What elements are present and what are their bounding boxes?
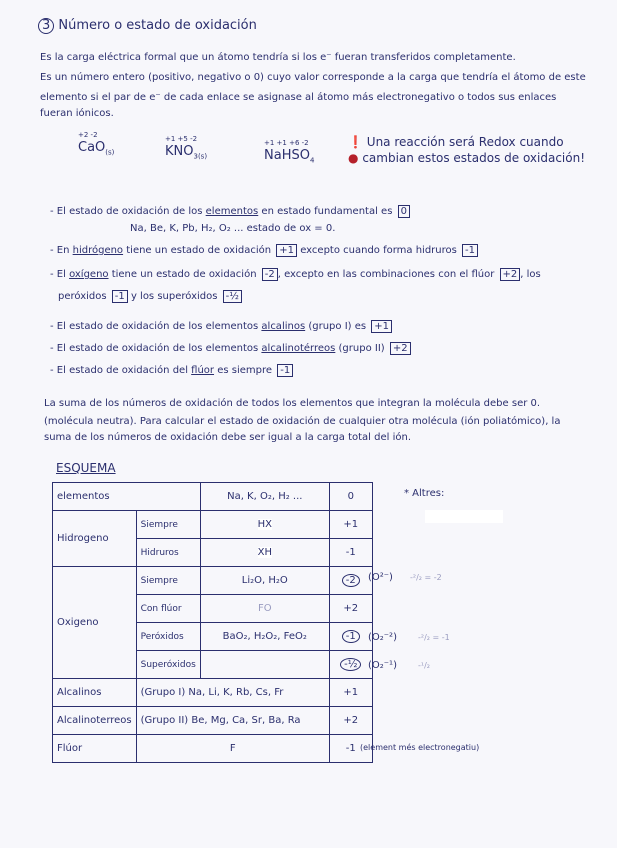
o22-grey-note: -²/₂ = -1 [418, 633, 450, 642]
redox-note-2 [348, 152, 585, 165]
row-sublabel: Siempre [136, 511, 200, 539]
rule-text: en estado fundamental es [258, 206, 393, 217]
rule-text: , excepto en las combinaciones con el flúor [277, 269, 495, 280]
example-cao [78, 131, 115, 157]
rule-keyword: elementos [205, 206, 259, 217]
rule-text: - El estado de oxidación de los elementos [50, 343, 262, 354]
row-sublabel: Peróxidos [136, 623, 200, 651]
rule-text: , los [520, 269, 541, 280]
redox-text-1: Una reacción será Redox cuando [366, 135, 564, 149]
row-content: (Grupo I) Na, Li, K, Rb, Cs, Fr [136, 679, 329, 707]
circled-value: -2 [342, 574, 360, 587]
formula: NaHSO [264, 148, 310, 163]
value-box: -½ [223, 290, 242, 303]
row-content: (Grupo II) Be, Mg, Ca, Sr, Ba, Ra [136, 707, 329, 735]
rule-text: excepto cuando forma hidruros [300, 245, 457, 256]
value-box: 0 [398, 205, 410, 218]
redox-text-2: cambian estos estados de oxidación! [362, 151, 586, 165]
group-label: Flúor [53, 735, 137, 763]
rule-text: peróxidos [58, 291, 107, 302]
sum-line-2: (molécula neutra). Para calcular el estado de oxidación de cualquier otra molécula (ión poliatómico), la [44, 416, 561, 427]
o2-grey-note: -²/₂ = -2 [410, 573, 442, 582]
rule-keyword: oxígeno [69, 269, 109, 280]
group-label: Oxigeno [53, 567, 137, 679]
bullet-icon: ● [348, 151, 359, 165]
group-label: Alcalinos [53, 679, 137, 707]
example-nahso4 [264, 139, 315, 165]
rule-text: tiene un estado de oxidación [123, 245, 272, 256]
page-title [38, 18, 257, 34]
intro-line-1: Es la carga eléctrica formal que un átomo tendría si los e⁻ fueran transferidos completamente. [40, 52, 516, 63]
rule-text: - El estado de oxidación del [50, 365, 192, 376]
rule-keyword: flúor [191, 365, 215, 376]
title-text: Número o estado de oxidación [58, 18, 257, 33]
row-value: 0 [329, 483, 372, 511]
rule-elements-examples: Na, Be, K, Pb, H₂, O₂ ... estado de ox = 0. [130, 223, 336, 234]
circled-value: -1 [342, 630, 360, 643]
row-sublabel: Siempre [136, 567, 200, 595]
row-content: FO [200, 595, 329, 623]
intro-line-2: Es un número entero (positivo, negativo o 0) cuyo valor corresponde a la carga que tendría el átomo de este [40, 72, 586, 83]
rule-text: - El [50, 269, 70, 280]
ox-numbers: +2 -2 [78, 131, 98, 139]
sum-line-3: suma de los números de oxidación debe ser igual a la carga total del ión. [44, 432, 412, 443]
row-content: Li₂O, H₂O [200, 567, 329, 595]
intro-line-3: elemento si el par de e⁻ de cada enlace se asignase al átomo más electronegativo o todos sus enlaces [40, 92, 557, 103]
row-sublabel: Hidruros [136, 539, 200, 567]
row-value: +1 [329, 511, 372, 539]
group-label: Hidrogeno [53, 511, 137, 567]
row-content [200, 539, 329, 567]
example-kno3 [165, 135, 208, 161]
schema-title: ESQUEMA [56, 461, 116, 475]
value-box: -2 [262, 268, 278, 281]
table-row [53, 567, 373, 595]
schema-table [52, 482, 373, 763]
table-row [53, 707, 373, 735]
redox-note-1 [348, 136, 564, 149]
table-row [53, 511, 373, 539]
whiteout-patch [425, 510, 503, 523]
fluor-note: (element més electronegatiu) [360, 743, 480, 752]
row-content: Na, K, O₂, H₂ ... [200, 483, 329, 511]
rule-text: tiene un estado de oxidación [108, 269, 257, 280]
value-box: +1 [276, 244, 297, 257]
value-box: +2 [500, 268, 521, 281]
row-sublabel: Con flúor [136, 595, 200, 623]
row-content [200, 511, 329, 539]
altres-note: * Altres: [404, 488, 445, 499]
o2-note: (O²⁻) [368, 572, 393, 583]
row-value: -1 [329, 735, 372, 763]
rule-hydrogen [50, 244, 478, 257]
row-value [329, 623, 372, 651]
row-value: +2 [329, 595, 372, 623]
formula: CaO [78, 140, 106, 155]
rule-keyword: hidrógeno [72, 245, 124, 256]
o22-note: (O₂⁻²) [368, 632, 397, 643]
exclamation-icon: ❗ [348, 135, 363, 149]
value-box: -1 [112, 290, 128, 303]
row-content: BaO₂, H₂O₂, FeO₂ [200, 623, 329, 651]
content-text: XH [257, 547, 272, 558]
sum-line-1: La suma de los números de oxidación de todos los elementos que integran la molécula debe ser 0. [44, 398, 541, 409]
table-row [53, 483, 373, 511]
rule-text: - El estado de oxidación de los elementos [50, 321, 262, 332]
row-value: +1 [329, 679, 372, 707]
intro-line-4: fueran iónicos. [40, 108, 114, 119]
o21-grey-note: -¹/₂ [418, 661, 430, 670]
row-value [329, 651, 372, 679]
rule-alkaline-earth [50, 342, 411, 355]
row-label: elementos [53, 483, 201, 511]
rule-keyword: alcalinotérreos [261, 343, 336, 354]
formula: KNO [165, 144, 194, 159]
ox-numbers: +1 +1 +6 -2 [264, 139, 309, 147]
table-row [53, 679, 373, 707]
row-value [329, 567, 372, 595]
row-value: -1 [329, 539, 372, 567]
ox-numbers: +1 +5 -2 [165, 135, 198, 143]
state: (s) [197, 152, 208, 161]
rule-oxygen [50, 268, 541, 281]
rule-text: - En [50, 245, 73, 256]
rule-oxygen-line2 [58, 290, 242, 303]
table-row [53, 735, 373, 763]
subscript: 4 [309, 156, 315, 165]
rule-text: es siempre [214, 365, 273, 376]
content-text: HX [257, 519, 272, 530]
value-box: -1 [462, 244, 478, 257]
state: (s) [105, 148, 115, 157]
value-box: +2 [390, 342, 411, 355]
value-box: +1 [371, 320, 392, 333]
group-label: Alcalinoterreos [53, 707, 137, 735]
rule-fluorine [50, 364, 293, 377]
row-content [200, 651, 329, 679]
rule-text: (grupo II) [335, 343, 385, 354]
section-number: 3 [38, 18, 54, 34]
row-value: +2 [329, 707, 372, 735]
circled-value: -½ [340, 658, 361, 671]
o21-note: (O₂⁻¹) [368, 660, 397, 671]
subscript: 3 [193, 152, 198, 161]
rule-alkaline [50, 320, 392, 333]
row-sublabel: Superóxidos [136, 651, 200, 679]
rule-keyword: alcalinos [261, 321, 306, 332]
rule-text: - El estado de oxidación de los [50, 206, 206, 217]
value-box: -1 [277, 364, 293, 377]
row-content: F [136, 735, 329, 763]
rule-text: y los superóxidos [130, 291, 218, 302]
rule-text: (grupo I) es [305, 321, 367, 332]
rule-elements [50, 205, 410, 218]
